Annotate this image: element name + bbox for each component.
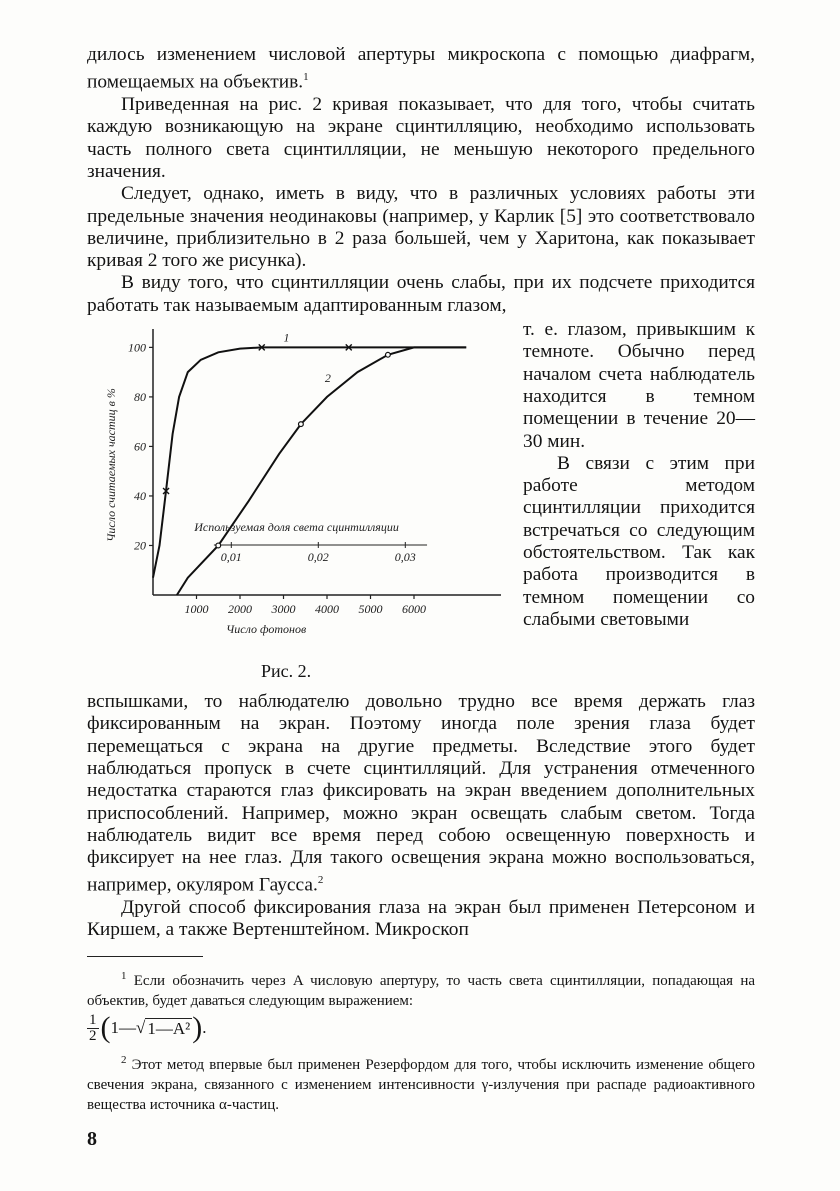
footnote-2: $^2$ Этот метод впервые был применен Резерфордом для того, чтобы исключить изменение общего свечения экрана, связанного с изменением интенсивности γ-излучения при распаде радиоактивного вещества источника α-частиц.	[87, 1053, 756, 1113]
paragraph-6: Другой способ фиксирования глаза на экран был применен Петерсоном и Киршем, а также Вертенштейном. Микроскоп	[87, 897, 755, 941]
data-point-circle	[299, 422, 304, 427]
y-tick-label: 40	[134, 488, 146, 503]
y-tick-label: 60	[134, 439, 146, 454]
footnote-ref-1[interactable]: 1	[303, 71, 309, 84]
footnote-1-formula: $\frac{1}{2}$ ( 1— √ 1—A² ) .	[89, 1011, 207, 1045]
x-tick-label: 4000	[315, 602, 339, 617]
paragraph-1: дилось изменением числовой апертуры микроскопа с помощью диафрагм, помещаемых на объектив.$^1$	[87, 44, 755, 93]
paragraph-2: Приведенная на рис. 2 кривая показывает, что для того, чтобы считать каждую возникающую на экране сцинтилляцию, необходимо использовать часть полного света сцинтилляции, не меньшую некоторого предельного значения.	[87, 94, 755, 182]
secondary-tick-label: 0,01	[220, 550, 242, 565]
paragraph-3: Следует, однако, иметь в виду, что в различных условиях работы эти предельные значения неодинаковы (например, у Карлик [5] это соответствовало величине, приблизительно в 2 раза большей, чем у Харитона, как показывает кривая 2 того же рисунка).	[87, 183, 755, 272]
side-paragraph-a: т. е. глазом, привыкшим к темноте. Обычно перед началом счета наблюдатель находится в темном помещении в течение 20—30 мин.	[523, 319, 755, 452]
y-tick-label: 80	[134, 389, 146, 404]
data-point-circle	[386, 352, 391, 357]
series-line-1	[153, 347, 466, 577]
figure-with-side-text	[87, 319, 755, 691]
x-tick-label: 6000	[402, 602, 426, 617]
page-number: 8	[87, 1128, 97, 1150]
x-axis-label: Число фотонов	[226, 622, 307, 637]
secondary-axis-label: Используемая доля света сцинтилляции	[194, 520, 399, 535]
x-tick-label: 2000	[228, 602, 252, 617]
y-tick-label: 20	[134, 538, 146, 553]
data-point-circle	[216, 543, 221, 548]
x-tick-label: 1000	[184, 602, 209, 617]
figure-caption: Рис. 2.	[261, 661, 312, 682]
x-tick-label: 5000	[358, 602, 383, 617]
footnote-1: $^1$ Если обозначить через A числовую апертуру, то часть света сцинтилляции, попадающая на объектив, будет даваться следующим выражением:	[87, 969, 756, 1009]
paragraph-5: вспышками, то наблюдателю довольно трудно все время держать глаз фиксированным на экран. Поэтому иногда поле зрения глаза будет перемещаться с экрана на другие предметы. Вследствие этого будет наблюдаться пропуск в счете сцинтилляций. Для устранения отмеченного недостатка стараются глаз фиксировать на экран введением дополнительных приспособлений. Например, можно экран освещать слабым светом. Тогда наблюдатель видит все время перед собою освещенную поверхность и фиксирует на нее глаз. Для такого освещения экрана можно воспользоваться, например, окуляром Гаусса.$^2$	[87, 691, 755, 896]
series-label-2: 2	[324, 371, 331, 386]
side-paragraph-b: В связи с этим при работе методом сцинтилляции приходится встречаться со следующим обстоятельством. Так как работа производится в темном помещении со слабыми световыми	[523, 452, 755, 630]
chart-svg	[81, 319, 521, 659]
y-axis-label: Число считаемых частиц в %	[104, 388, 118, 542]
secondary-tick-label: 0,02	[307, 550, 329, 565]
page-body	[87, 44, 755, 1115]
series-label-1: 1	[283, 330, 290, 345]
x-tick-label: 3000	[271, 602, 296, 617]
formula-fraction: $\frac{1}{2}$	[89, 1011, 97, 1044]
formula-radicand: 1—A²	[147, 1018, 191, 1038]
footnote-ref-2[interactable]: 2	[317, 874, 324, 887]
y-tick-label: 100	[128, 340, 146, 355]
figure-2	[87, 319, 523, 691]
footnote-rule	[87, 956, 203, 957]
paragraph-4-lead: В виду того, что сцинтилляции очень слабы, при их подсчете приходится работать так называемым адаптированным глазом,	[87, 272, 755, 316]
secondary-tick-label: 0,03	[394, 550, 416, 565]
side-text	[523, 319, 755, 631]
